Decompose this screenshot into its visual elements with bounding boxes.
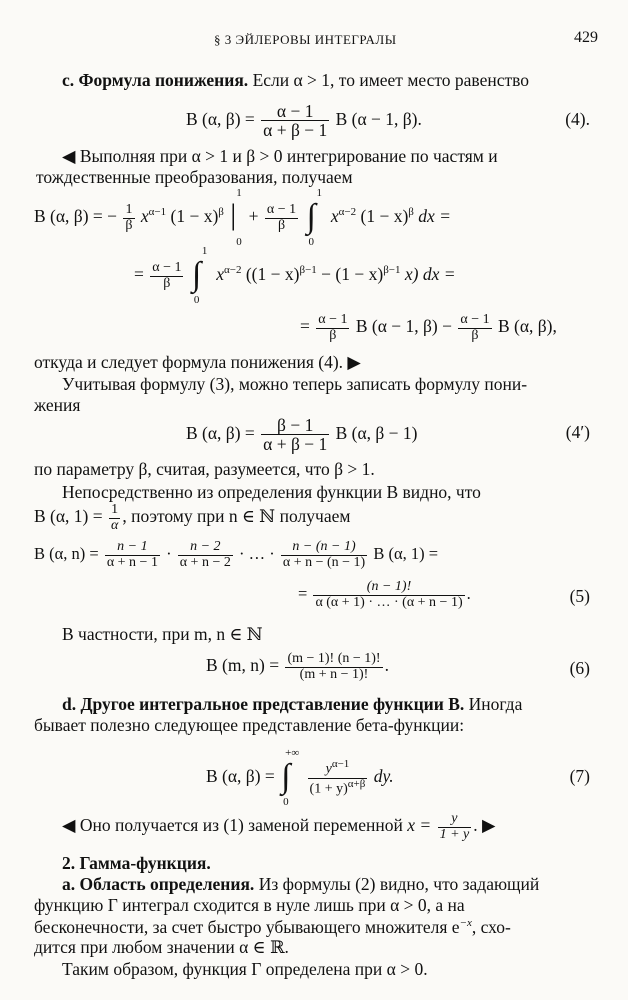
gamma-line-4: дится при любом значении α ∈ ℝ.	[34, 937, 289, 957]
d2-a-sup: α−2	[224, 264, 242, 277]
d1-f1-num: 1	[123, 203, 134, 219]
e6-frac	[285, 652, 382, 682]
d2-f-den: β	[163, 275, 171, 291]
e5-end-dot: .	[466, 583, 471, 603]
eq4p-lhs: B (α, β) =	[186, 422, 255, 443]
int-lower: 0	[308, 236, 315, 248]
e5b-den: α (α + 1) · … · (α + n − 1)	[315, 594, 463, 610]
d1-plus: +	[248, 206, 259, 227]
gamma-a-text: Из формулы (2) видно, что задающий	[258, 874, 540, 894]
bar-lower: 0	[236, 236, 242, 248]
d2-c-sup: β−1	[383, 264, 401, 277]
gamma-line-2: функцию Γ интеграл сходится в нуле лишь при α > 0, а на	[34, 895, 465, 915]
d-line3-text: ◀ Оно получается из (1) заменой переменной	[62, 815, 403, 836]
integral-sign-2: ∫ 1 0	[191, 245, 208, 306]
eq4p-den: α + β − 1	[263, 434, 328, 455]
integral-sign-3: ∫ +∞ 0	[281, 747, 300, 808]
e5-rhs: B (α, 1) =	[373, 543, 439, 563]
d-line3-x: x =	[407, 815, 432, 836]
d1-int2-sup: β	[408, 206, 414, 219]
d1-frac-2	[265, 203, 298, 233]
e7-upper: +∞	[285, 747, 300, 759]
e5-frac-1	[105, 540, 160, 570]
gamma-a-line	[62, 876, 539, 894]
e5b-frac	[313, 580, 464, 610]
e7-lhs: B (α, β) =	[206, 766, 275, 787]
e6-end-dot: .	[384, 655, 389, 676]
derivation-line-2	[134, 245, 456, 306]
int2-upper: 1	[201, 245, 208, 257]
gamma-heading: 2. Гамма-функция.	[62, 853, 211, 873]
integral-sign-1: ∫ 1 0	[306, 187, 323, 248]
gamma-a-heading: a. Область определения.	[62, 874, 255, 894]
eq4p-fraction	[261, 416, 329, 454]
e5-dots: · … ·	[238, 543, 275, 563]
section-c-text: Если α > 1, то имеет место равенство	[252, 70, 530, 90]
d1-t2-base: (1 − x)	[170, 206, 219, 227]
d1-t1-base: x	[140, 206, 149, 227]
eq4p-number: (4′)	[565, 422, 590, 442]
d1-int-sup: α−2	[338, 206, 357, 219]
e7-den	[308, 779, 368, 797]
d3-frac-2	[458, 313, 491, 343]
eq4-fraction	[261, 102, 329, 140]
section-d-line-2: бывает полезно следующее представление бета-функции:	[34, 715, 465, 735]
running-header: § 3 ЭЙЛЕРОВЫ ИНТЕГРАЛЫ	[214, 32, 397, 47]
eq4-num: α − 1	[261, 102, 329, 121]
equation-6	[206, 652, 389, 682]
eq4-den: α + β − 1	[263, 120, 328, 141]
e7-num-sup: α−1	[331, 758, 350, 771]
section-d-line-3	[62, 812, 495, 842]
e7-den-sup: α+β	[347, 777, 366, 790]
d1-t1	[141, 206, 166, 226]
d2-c-base: − (1 − x)	[321, 264, 384, 285]
d2-f-num: α − 1	[152, 259, 182, 275]
derivation-line-1	[34, 187, 451, 248]
para3-num: 1	[109, 503, 120, 519]
d3-f1-den: β	[329, 327, 337, 343]
gamma-line-3	[34, 918, 511, 936]
eq4-rhs: B (α − 1, β).	[335, 108, 422, 129]
page-number: 429	[574, 29, 598, 46]
eq4-lhs: B (α, β) =	[186, 108, 255, 129]
d1-f1-den: β	[125, 217, 133, 233]
section-c-line	[62, 72, 529, 90]
e5-f1-den: α + n − 1	[106, 554, 158, 570]
eq4p-num: β − 1	[261, 416, 329, 435]
d-line3-den: 1 + y	[439, 826, 470, 842]
eq7-number: (7)	[569, 766, 590, 786]
d2-c	[321, 264, 400, 284]
d1-int-base: x	[330, 206, 339, 227]
d3-end: B (α, β),	[497, 316, 557, 337]
d2-a	[216, 264, 241, 284]
para3-line-2	[34, 503, 350, 533]
proof-line-1: ◀ Выполняя при α > 1 и β > 0 интегрирование по частям и	[62, 146, 498, 166]
e5-f3-num: n − (n − 1)	[281, 540, 367, 556]
equation-5-line-2	[298, 580, 471, 610]
e5b-eq: =	[298, 583, 308, 603]
section-d-heading: d. Другое интегральное представление функции B.	[62, 694, 465, 714]
int-upper: 1	[316, 187, 323, 199]
d2-b	[246, 264, 317, 284]
d3-frac-1	[316, 313, 349, 343]
e7-den-base: (1 + y)	[309, 781, 348, 797]
e5-f3-den: α + n − (n − 1)	[282, 554, 366, 570]
substitution-bar: | 1 0	[230, 187, 242, 248]
e5-f2-den: α + n − 2	[179, 554, 231, 570]
e6-lhs: B (m, n) =	[206, 655, 280, 676]
para2-line-2: жения	[34, 395, 81, 415]
section-d-line	[62, 696, 522, 714]
d3-f2-den: β	[471, 327, 479, 343]
para4-line-1: В частности, при m, n ∈ ℕ	[62, 624, 263, 644]
proof-line-2: тождественные преобразования, получаем	[36, 167, 353, 187]
d1-lhs: B (α, β) = −	[34, 206, 118, 227]
para3-den: α	[111, 517, 119, 533]
eq4-number: (4).	[565, 109, 590, 129]
equation-7	[206, 747, 394, 808]
d-line3-num: y	[438, 812, 472, 828]
para3-b1-lhs: B (α, 1) =	[34, 506, 103, 527]
e7-frac	[308, 759, 368, 797]
para3-frac	[109, 503, 120, 533]
e5-frac-3	[281, 540, 367, 570]
d2-d: x) dx =	[404, 264, 456, 285]
int2-lower: 0	[193, 294, 200, 306]
d3-f1-num: α − 1	[318, 312, 348, 327]
d1-int2-base: (1 − x)	[360, 206, 409, 227]
d2-frac	[150, 261, 183, 291]
d1-frac-1	[123, 203, 134, 233]
e5b-num: (n − 1)!	[313, 580, 464, 596]
e5-f2-num: n − 2	[178, 540, 233, 556]
e5-frac-2	[178, 540, 233, 570]
eq6-number: (6)	[569, 658, 590, 678]
d-line3-tail: . ▶	[473, 815, 496, 836]
equation-4prime	[186, 416, 418, 454]
derivation-line-3	[300, 313, 557, 343]
d2-eq: =	[134, 264, 144, 285]
e7-num-base: y	[325, 761, 332, 777]
e7-num	[308, 759, 368, 778]
d1-int2	[361, 206, 414, 226]
para3-line-1: Непосредственно из определения функции B видно, что	[62, 482, 481, 502]
eq5-number: (5)	[569, 586, 590, 606]
d1-f2-num: α − 1	[266, 201, 297, 217]
equation-4	[186, 102, 422, 140]
gamma-line3-b: , схо-	[471, 916, 511, 937]
e5-dot: ·	[166, 543, 172, 563]
bar-upper: 1	[236, 187, 242, 199]
d3-eq: =	[300, 316, 310, 337]
d-line3-frac	[438, 812, 472, 842]
para2-line-3: по параметру β, считая, разумеется, что β > 1.	[34, 459, 375, 479]
e7-end: dy.	[373, 766, 394, 787]
gamma-line-5: Таким образом, функция Γ определена при α > 0.	[62, 959, 428, 979]
section-c-heading: c. Формула понижения.	[62, 70, 249, 90]
d2-b-base: ((1 − x)	[245, 264, 300, 285]
d3-mid: B (α − 1, β) −	[355, 316, 452, 337]
section-d-heading-tail: Иногда	[468, 694, 523, 714]
gamma-line3-sup: −x	[459, 917, 472, 929]
d3-f2-num: α − 1	[460, 312, 490, 327]
proof-conclusion: откуда и следует формула понижения (4). ▶	[34, 352, 361, 372]
gamma-line3-a: бесконечности, за счет быстро убывающего множителя e	[34, 916, 460, 937]
equation-5-line-1	[34, 540, 438, 570]
d1-end: dx =	[418, 206, 451, 227]
e7-lower: 0	[283, 796, 289, 808]
eq4p-rhs: B (α, β − 1)	[335, 422, 418, 443]
d2-a-base: x	[216, 264, 225, 285]
e5-f1-num: n − 1	[105, 540, 160, 556]
d1-t2	[171, 206, 224, 226]
para2-line-1: Учитывая формулу (3), можно теперь записать формулу пони-	[62, 374, 528, 394]
d1-t2-sup: β	[218, 206, 224, 219]
e5-lhs: B (α, n) =	[34, 543, 99, 563]
e6-num: (m − 1)! (n − 1)!	[287, 651, 381, 666]
d1-t1-sup: α−1	[148, 206, 167, 219]
d1-int	[331, 206, 356, 226]
e6-den: (m + n − 1)!	[299, 666, 369, 682]
para3-line2-tail: , поэтому при n ∈ ℕ получаем	[122, 506, 351, 527]
d1-f2-den: β	[277, 217, 286, 233]
d2-b-sup: β−1	[299, 264, 317, 277]
